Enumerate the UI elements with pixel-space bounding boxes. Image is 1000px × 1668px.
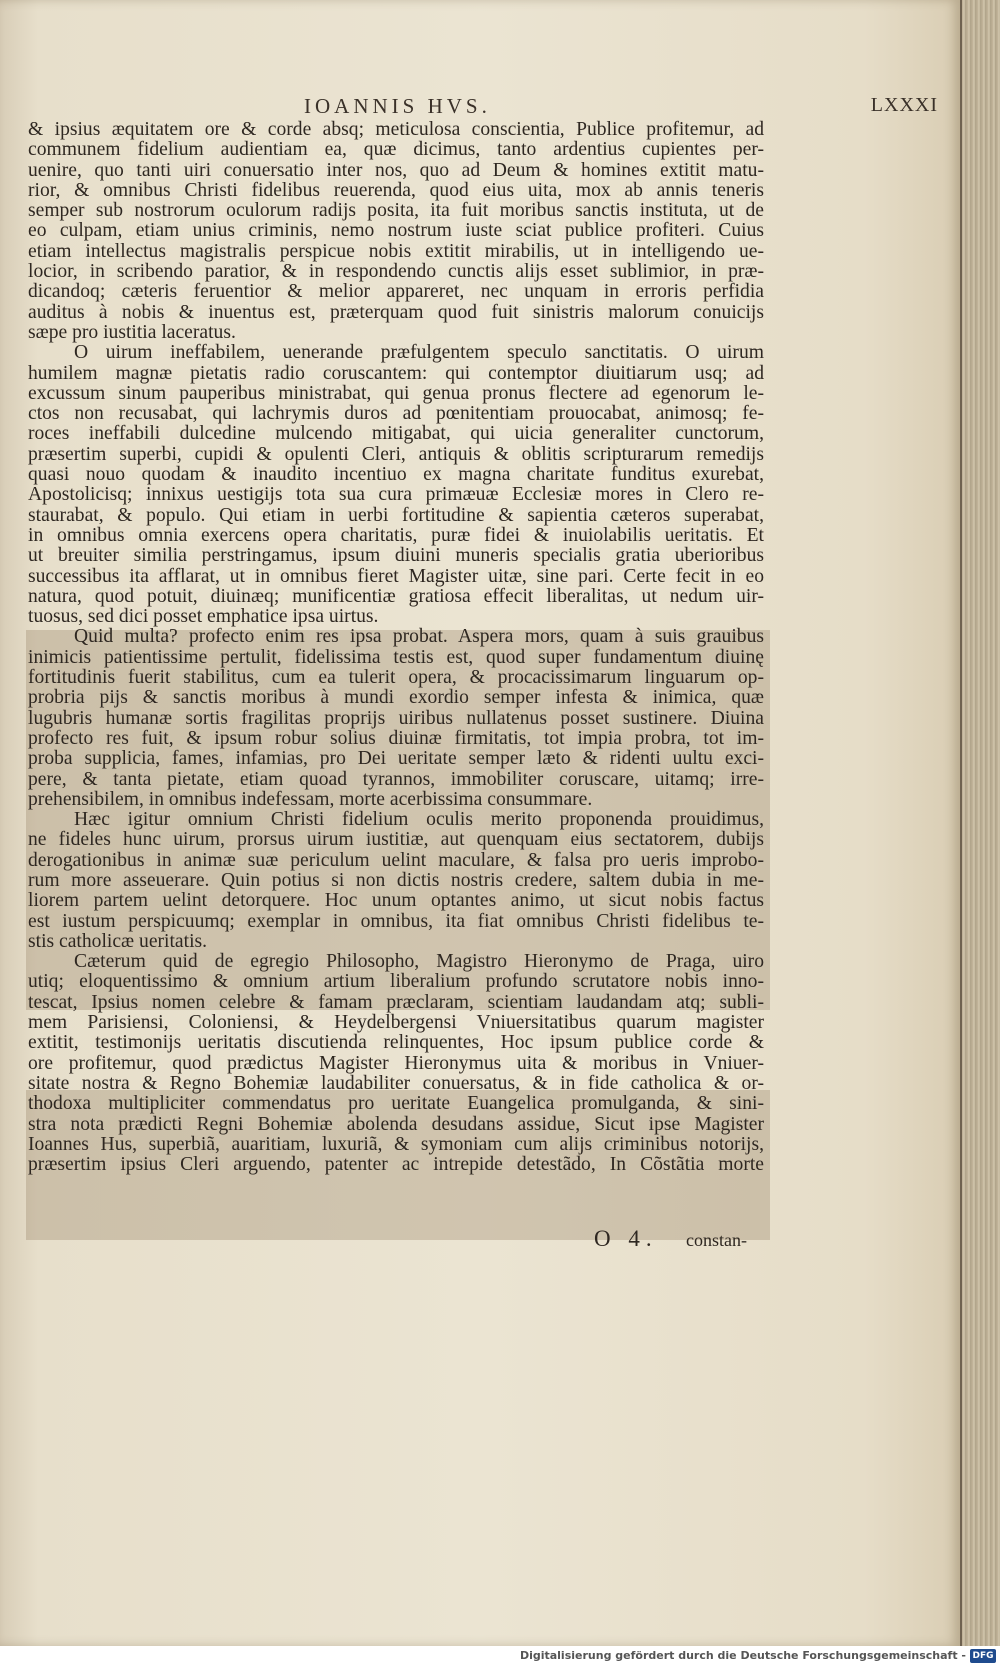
text-line: præsertim superbi, cupidi & opulenti Cleri, antiquis & oblitis scripturarum remedijs <box>28 444 764 465</box>
text-line: in omnibus omnia exercens opera charitatis, puræ fidei & inuiolabilis ueritatis. Et <box>28 525 764 546</box>
text-line: semper sub nostrorum oculorum radijs posita, ita fuit moribus sanctis instituta, ut de <box>28 201 764 222</box>
text-line: roces ineffabili dulcedine mulcendo mitigabat, qui uicia generaliter cunctorum, <box>28 424 764 445</box>
text-line: dicandoq; cæteris feruentior & melior appareret, nec unquam in erroris perfidia <box>28 282 764 303</box>
text-line: & ipsius æquitatem ore & corde absq; meticulosa conscientia, Publice profitemur, ad <box>28 120 764 140</box>
page-edges <box>962 0 1000 1646</box>
text-line: Ioannes Hus, superbiã, auaritiam, luxuriã, & symoniam cum alijs criminibus notorijs, <box>28 1134 764 1155</box>
text-line: Cæterum quid de egregio Philosopho, Magistro Hieronymo de Praga, uiro <box>74 952 764 973</box>
text-line: ore profitemur, quod prædictus Magister Hieronymus uita & moribus in Vniuer- <box>28 1053 764 1074</box>
dfg-logo-icon: DFG <box>970 1649 996 1663</box>
text-line: successibus ita afflarat, ut in omnibus fieret Magister uitæ, sine pari. Certe fecit in eo <box>28 566 764 587</box>
text-line: derogationibus in animæ suæ periculum uelint maculare, & falsa pro ueris improbo- <box>28 850 764 871</box>
catchword: constan- <box>686 1230 747 1250</box>
text-line: ut breuiter similia perstringamus, ipsum diuini muneris specialis gratia uberioribus <box>28 546 764 567</box>
paragraph <box>28 810 764 952</box>
text-line: ne fideles hunc uirum, prorsus uirum iustitiæ, aut quenquam eius sectatorem, dubijs <box>28 830 764 851</box>
paragraph <box>28 627 764 810</box>
text-line: etiam intellectus magistralis perspicue nobis extitit mirabilis, ut in intelligendo ue- <box>28 241 764 262</box>
text-line: quasi nouo quodam & inaudito incentiuo ex magna charitate funditus exurebat, <box>28 465 764 486</box>
text-line: præsertim ipsius Cleri arguendo, patenter ac intrepide detestãdo, In Cõstãtia morte <box>28 1155 764 1176</box>
text-line: liorem partem uelint detorquere. Hoc unum optantes animo, ut sicut nobis factus <box>28 891 764 912</box>
text-line: Apostolicisq; innixus uestigijs tota sua cura primæuæ Ecclesiæ mores in Clero re- <box>28 485 764 506</box>
text-line: extitit, testimonijs ueritatis discutienda relinquentes, Hoc ipsum publice corde & <box>28 1033 764 1054</box>
text-line: communem fidelium audientiam ea, quæ dicimus, tanto ardentius cupientes per- <box>28 140 764 161</box>
text-line: ctos non recusabat, qui lachrymis duros ad pœnitentiam prouocabat, animosq; fe- <box>28 404 764 425</box>
running-title: IOANNIS HVS. <box>304 94 491 118</box>
footer-bar <box>0 1646 1000 1668</box>
text-line: sæpe pro iustitia laceratus. <box>28 322 236 343</box>
text-line: locior, in scribendo paratior, & in respondendo cunctis alijs esset sublimior, in præ- <box>28 262 764 283</box>
text-line: tuosus, sed dici posset emphatice ipsa uirtus. <box>28 607 379 628</box>
signature-mark: O 4. <box>594 1226 658 1251</box>
text-line: sitate nostra & Regno Bohemiæ laudabiliter conuersatus, & in fide catholica & or- <box>28 1073 764 1094</box>
text-line: stis catholicæ ueritatis. <box>28 931 208 952</box>
text-line: proba supplicia, fames, infamias, pro Dei ueritate semper læto & ridenti uultu exci- <box>28 749 764 770</box>
text-line: Hæc igitur omnium Christi fidelium oculis merito proponenda prouidimus, <box>74 810 764 831</box>
text-line: inimicis patientissime pertulit, fidelissima testis est, quod super fundamentum diuinę <box>28 647 764 668</box>
text-line: uenire, quo tanti uiri conuersatio inter nos, quo ad Deum & homines extitit matu- <box>28 160 764 181</box>
paragraph <box>28 120 764 343</box>
text-line: rum more asseuerare. Quin potius si non dictis nostris credere, saltem dubia in me- <box>28 870 764 891</box>
main-text <box>28 120 764 1175</box>
text-line: probria pijs & sanctis moribus à mundi exordio semper infesta & inimica, quæ <box>28 688 764 709</box>
text-line: staurabat, & populo. Qui etiam in uerbi fortitudine & sapientia cæteros superabat, <box>28 505 764 526</box>
text-line: thodoxa multipliciter commendatus pro ueritate Euangelica promulganda, & sini- <box>28 1094 764 1115</box>
text-line: Quid multa? profecto enim res ipsa probat. Aspera mors, quam à suis grauibus <box>74 627 764 648</box>
text-line: profecto res fuit, & ipsum robur solius diuinæ firmitatis, tot impia probra, tot im- <box>28 728 764 749</box>
text-line: est iustum perspicuumq; exemplar in omnibus, ita fiat omnibus Christi fidelibus te- <box>28 911 764 932</box>
text-line: eo culpam, etiam unius criminis, nemo nostrum iuste sciat publice profiteri. Cuius <box>28 221 764 242</box>
running-head <box>30 94 940 120</box>
paragraph <box>28 952 764 1175</box>
text-line: lugubris humanæ sortis fragilitas proprijs uiribus nullatenus posset sustinere. Diuina <box>28 708 764 729</box>
text-line: stra nota prædicti Regni Bohemiæ abolenda desudans assidue, Sicut ipse Magister <box>28 1114 764 1135</box>
text-line: humilem magnæ pietatis radio coruscantem: qui contemptor diuitiarum usq; ad <box>28 363 764 384</box>
text-line: mem Parisiensi, Coloniensi, & Heydelbergensi Vniuersitatibus quarum magister <box>28 1013 764 1034</box>
text-line: pere, & tanta pietate, etiam quoad tyrannos, immobiliter coruscare, uitamq; irre- <box>28 769 764 790</box>
text-line: fortitudinis fuerit stabilitus, cum ea tulerit opera, & procacissimarum linguarum op- <box>28 668 764 689</box>
paragraph <box>28 343 764 627</box>
funding-credit: Digitalisierung gefördert durch die Deutsche Forschungsgemeinschaft - <box>519 1649 966 1662</box>
text-line: auditus à nobis & inuentus est, præterquam quod fuit sinistris malorum conuicijs <box>28 302 764 323</box>
folio-number: LXXXI <box>870 94 938 116</box>
text-line: utiq; eloquentissimo & omnium artium liberalium profundo scrutatore nobis inno- <box>28 972 764 993</box>
text-line: rior, & omnibus Christi fidelibus reuerenda, quod eius uita, mox ab annis teneris <box>28 180 764 201</box>
text-line: excussum sinum pauperibus ministrabat, qui genua pronus flectere ad egenorum le- <box>28 383 764 404</box>
text-line: tescat, Ipsius nomen celebre & famam præclaram, scientiam laudandam atq; subli- <box>28 992 764 1013</box>
text-line: prehensibilem, in omnibus indefessam, morte acerbissima consummare. <box>28 789 593 810</box>
text-line: natura, quod potuit, diuinæq; munificentiæ gratiosa effecit liberalitas, ut nedum uir- <box>28 586 764 607</box>
text-line: O uirum ineffabilem, uenerande præfulgentem speculo sanctitatis. O uirum <box>74 343 764 364</box>
